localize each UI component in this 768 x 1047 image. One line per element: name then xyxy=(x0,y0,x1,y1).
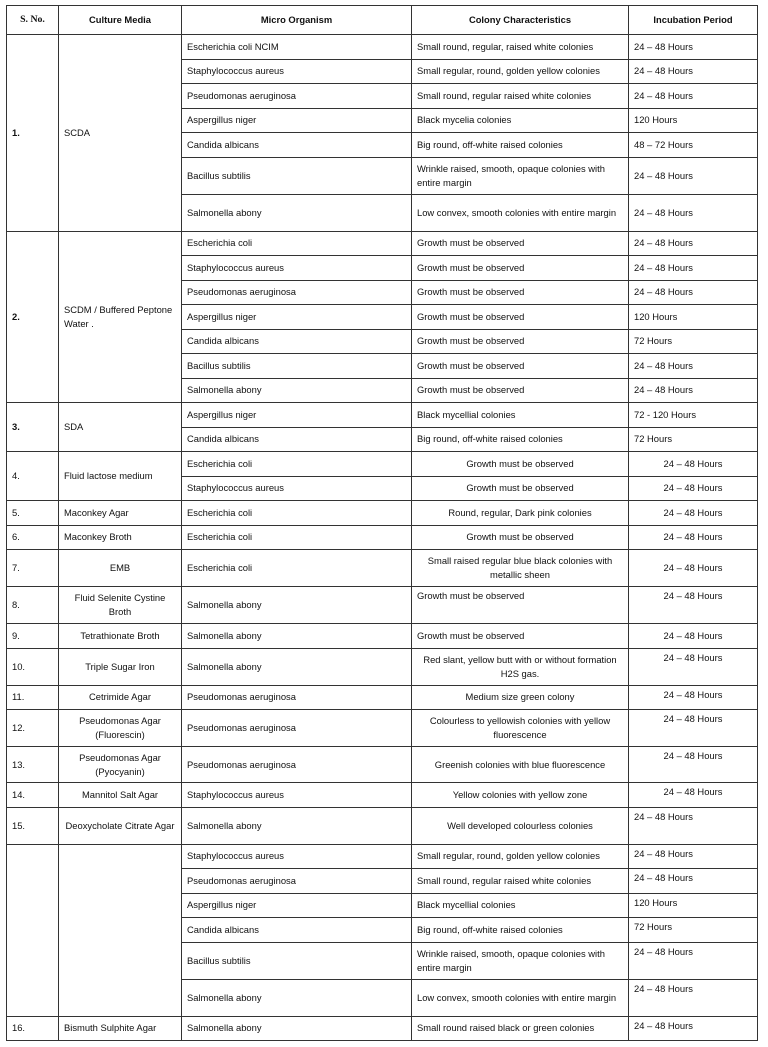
characteristics-cell: Growth must be observed xyxy=(412,231,629,256)
period-cell: 72 Hours xyxy=(629,427,758,452)
characteristics-cell: Round, regular, Dark pink colonies xyxy=(412,501,629,526)
characteristics-cell: Big round, off-white raised colonies xyxy=(412,133,629,158)
period-cell: 24 – 48 Hours xyxy=(629,942,758,979)
table-row xyxy=(7,231,758,256)
period-cell: 120 Hours xyxy=(629,305,758,330)
characteristics-cell: Growth must be observed xyxy=(412,624,629,649)
culture-media-cell: Pseudomonas Agar (Fluorescin) xyxy=(59,710,182,747)
sno-cell xyxy=(7,844,59,1016)
sno-cell: 13. xyxy=(7,747,59,783)
organism-cell: Bacillus subtilis xyxy=(182,942,412,979)
characteristics-cell: Colourless to yellowish colonies with yellow fluorescence xyxy=(412,710,629,747)
period-cell: 24 – 48 Hours xyxy=(629,256,758,281)
period-cell: 24 – 48 Hours xyxy=(629,783,758,808)
sno-cell: 6. xyxy=(7,525,59,550)
characteristics-cell: Low convex, smooth colonies with entire margin xyxy=(412,194,629,231)
period-cell: 24 – 48 Hours xyxy=(629,869,758,894)
period-cell: 24 – 48 Hours xyxy=(629,807,758,844)
characteristics-cell: Small round, regular, raised white colonies xyxy=(412,35,629,60)
characteristics-cell: Growth must be observed xyxy=(412,378,629,403)
period-cell: 72 Hours xyxy=(629,329,758,354)
characteristics-cell: Low convex, smooth colonies with entire margin xyxy=(412,979,629,1016)
organism-cell: Candida albicans xyxy=(182,918,412,943)
table-row xyxy=(7,587,758,624)
culture-media-cell: SDA xyxy=(59,403,182,452)
period-cell: 72 - 120 Hours xyxy=(629,403,758,428)
characteristics-cell: Growth must be observed xyxy=(412,452,629,477)
period-cell: 24 – 48 Hours xyxy=(629,452,758,477)
organism-cell: Pseudomonas aeruginosa xyxy=(182,710,412,747)
header-row xyxy=(7,6,758,35)
organism-cell: Aspergillus niger xyxy=(182,893,412,918)
sno-cell: 12. xyxy=(7,710,59,747)
header-culture-media: Culture Media xyxy=(59,6,182,35)
period-cell: 48 – 72 Hours xyxy=(629,133,758,158)
characteristics-cell: Growth must be observed xyxy=(412,354,629,379)
characteristics-cell: Wrinkle raised, smooth, opaque colonies with entire margin xyxy=(412,942,629,979)
organism-cell: Staphylococcus aureus xyxy=(182,783,412,808)
culture-media-cell: Fluid Selenite Cystine Broth xyxy=(59,587,182,624)
characteristics-cell: Red slant, yellow butt with or without formation H2S gas. xyxy=(412,648,629,685)
organism-cell: Salmonella abony xyxy=(182,979,412,1016)
organism-cell: Staphylococcus aureus xyxy=(182,476,412,501)
period-cell: 24 – 48 Hours xyxy=(629,84,758,109)
period-cell: 24 – 48 Hours xyxy=(629,280,758,305)
organism-cell: Escherichia coli xyxy=(182,231,412,256)
table-row xyxy=(7,1016,758,1041)
table-row xyxy=(7,747,758,783)
characteristics-cell: Growth must be observed xyxy=(412,256,629,281)
period-cell: 120 Hours xyxy=(629,893,758,918)
organism-cell: Bacillus subtilis xyxy=(182,354,412,379)
organism-cell: Pseudomonas aeruginosa xyxy=(182,747,412,783)
characteristics-cell: Small regular, round, golden yellow colonies xyxy=(412,59,629,84)
characteristics-cell: Growth must be observed xyxy=(412,305,629,330)
characteristics-cell: Black mycellial colonies xyxy=(412,893,629,918)
sno-cell: 3. xyxy=(7,403,59,452)
period-cell: 24 – 48 Hours xyxy=(629,685,758,710)
sno-cell: 16. xyxy=(7,1016,59,1041)
organism-cell: Candida albicans xyxy=(182,427,412,452)
characteristics-cell: Big round, off-white raised colonies xyxy=(412,918,629,943)
organism-cell: Salmonella abony xyxy=(182,587,412,624)
organism-cell: Salmonella abony xyxy=(182,648,412,685)
culture-media-cell: SCDM / Buffered Peptone Water . xyxy=(59,231,182,403)
organism-cell: Pseudomonas aeruginosa xyxy=(182,869,412,894)
organism-cell: Salmonella abony xyxy=(182,378,412,403)
culture-media-cell: Pseudomonas Agar (Pyocyanin) xyxy=(59,747,182,783)
culture-media-cell xyxy=(59,844,182,1016)
organism-cell: Staphylococcus aureus xyxy=(182,59,412,84)
table-row xyxy=(7,403,758,428)
organism-cell: Bacillus subtilis xyxy=(182,157,412,194)
characteristics-cell: Growth must be observed xyxy=(412,280,629,305)
characteristics-cell: Growth must be observed xyxy=(412,329,629,354)
period-cell: 24 – 48 Hours xyxy=(629,648,758,685)
characteristics-cell: Small round raised black or green colonies xyxy=(412,1016,629,1041)
header-sno: S. No. xyxy=(7,6,59,35)
characteristics-cell: Small regular, round, golden yellow colonies xyxy=(412,844,629,869)
table-row xyxy=(7,648,758,685)
period-cell: 24 – 48 Hours xyxy=(629,525,758,550)
culture-media-cell: Mannitol Salt Agar xyxy=(59,783,182,808)
characteristics-cell: Small raised regular blue black colonies with metallic sheen xyxy=(412,550,629,587)
period-cell: 24 – 48 Hours xyxy=(629,979,758,1016)
characteristics-cell: Growth must be observed xyxy=(412,476,629,501)
characteristics-cell: Yellow colonies with yellow zone xyxy=(412,783,629,808)
organism-cell: Candida albicans xyxy=(182,329,412,354)
period-cell: 72 Hours xyxy=(629,918,758,943)
culture-media-cell: Fluid lactose medium xyxy=(59,452,182,501)
period-cell: 24 – 48 Hours xyxy=(629,59,758,84)
period-cell: 24 – 48 Hours xyxy=(629,844,758,869)
organism-cell: Salmonella abony xyxy=(182,1016,412,1041)
header-incubation-period: Incubation Period xyxy=(629,6,758,35)
culture-media-cell: Cetrimide Agar xyxy=(59,685,182,710)
table-row xyxy=(7,783,758,808)
sno-cell: 1. xyxy=(7,35,59,232)
organism-cell: Aspergillus niger xyxy=(182,108,412,133)
organism-cell: Staphylococcus aureus xyxy=(182,256,412,281)
period-cell: 24 – 48 Hours xyxy=(629,550,758,587)
sno-cell: 10. xyxy=(7,648,59,685)
organism-cell: Escherichia coli xyxy=(182,501,412,526)
organism-cell: Escherichia coli NCIM xyxy=(182,35,412,60)
culture-media-cell: Deoxycholate Citrate Agar xyxy=(59,807,182,844)
sno-cell: 2. xyxy=(7,231,59,403)
organism-cell: Pseudomonas aeruginosa xyxy=(182,84,412,109)
period-cell: 24 – 48 Hours xyxy=(629,624,758,649)
culture-media-cell: EMB xyxy=(59,550,182,587)
characteristics-cell: Medium size green colony xyxy=(412,685,629,710)
table-row xyxy=(7,710,758,747)
period-cell: 24 – 48 Hours xyxy=(629,501,758,526)
table-row xyxy=(7,685,758,710)
table-row xyxy=(7,550,758,587)
characteristics-cell: Wrinkle raised, smooth, opaque colonies with entire margin xyxy=(412,157,629,194)
organism-cell: Salmonella abony xyxy=(182,194,412,231)
period-cell: 24 – 48 Hours xyxy=(629,194,758,231)
header-micro-organism: Micro Organism xyxy=(182,6,412,35)
organism-cell: Salmonella abony xyxy=(182,807,412,844)
sno-cell: 11. xyxy=(7,685,59,710)
table-row xyxy=(7,525,758,550)
organism-cell: Pseudomonas aeruginosa xyxy=(182,280,412,305)
header-colony-characteristics: Colony Characteristics xyxy=(412,6,629,35)
period-cell: 24 – 48 Hours xyxy=(629,476,758,501)
sno-cell: 7. xyxy=(7,550,59,587)
organism-cell: Escherichia coli xyxy=(182,452,412,477)
period-cell: 24 – 48 Hours xyxy=(629,35,758,60)
culture-media-cell: Tetrathionate Broth xyxy=(59,624,182,649)
sno-cell: 5. xyxy=(7,501,59,526)
characteristics-cell: Growth must be observed xyxy=(412,587,629,624)
culture-media-cell: Bismuth Sulphite Agar xyxy=(59,1016,182,1041)
characteristics-cell: Small round, regular raised white colonies xyxy=(412,869,629,894)
table-row xyxy=(7,807,758,844)
organism-cell: Pseudomonas aeruginosa xyxy=(182,685,412,710)
period-cell: 120 Hours xyxy=(629,108,758,133)
period-cell: 24 – 48 Hours xyxy=(629,378,758,403)
organism-cell: Escherichia coli xyxy=(182,550,412,587)
organism-cell: Staphylococcus aureus xyxy=(182,844,412,869)
culture-media-cell: Triple Sugar Iron xyxy=(59,648,182,685)
table-row xyxy=(7,844,758,869)
characteristics-cell: Greenish colonies with blue fluorescence xyxy=(412,747,629,783)
characteristics-cell: Small round, regular raised white colonies xyxy=(412,84,629,109)
organism-cell: Aspergillus niger xyxy=(182,305,412,330)
period-cell: 24 – 48 Hours xyxy=(629,587,758,624)
characteristics-cell: Big round, off-white raised colonies xyxy=(412,427,629,452)
sno-cell: 8. xyxy=(7,587,59,624)
table-row xyxy=(7,624,758,649)
organism-cell: Escherichia coli xyxy=(182,525,412,550)
characteristics-cell: Growth must be observed xyxy=(412,525,629,550)
organism-cell: Candida albicans xyxy=(182,133,412,158)
sno-cell: 15. xyxy=(7,807,59,844)
organism-cell: Aspergillus niger xyxy=(182,403,412,428)
culture-media-table xyxy=(6,5,758,1041)
table-row xyxy=(7,35,758,60)
culture-media-cell: Maconkey Broth xyxy=(59,525,182,550)
table-row xyxy=(7,452,758,477)
characteristics-cell: Well developed colourless colonies xyxy=(412,807,629,844)
characteristics-cell: Black mycellial colonies xyxy=(412,403,629,428)
sno-cell: 4. xyxy=(7,452,59,501)
period-cell: 24 – 48 Hours xyxy=(629,231,758,256)
culture-media-cell: Maconkey Agar xyxy=(59,501,182,526)
table-row xyxy=(7,501,758,526)
characteristics-cell: Black mycelia colonies xyxy=(412,108,629,133)
sno-cell: 9. xyxy=(7,624,59,649)
organism-cell: Salmonella abony xyxy=(182,624,412,649)
sno-cell: 14. xyxy=(7,783,59,808)
period-cell: 24 – 48 Hours xyxy=(629,1016,758,1041)
period-cell: 24 – 48 Hours xyxy=(629,157,758,194)
culture-media-cell: SCDA xyxy=(59,35,182,232)
period-cell: 24 – 48 Hours xyxy=(629,747,758,783)
period-cell: 24 – 48 Hours xyxy=(629,354,758,379)
period-cell: 24 – 48 Hours xyxy=(629,710,758,747)
